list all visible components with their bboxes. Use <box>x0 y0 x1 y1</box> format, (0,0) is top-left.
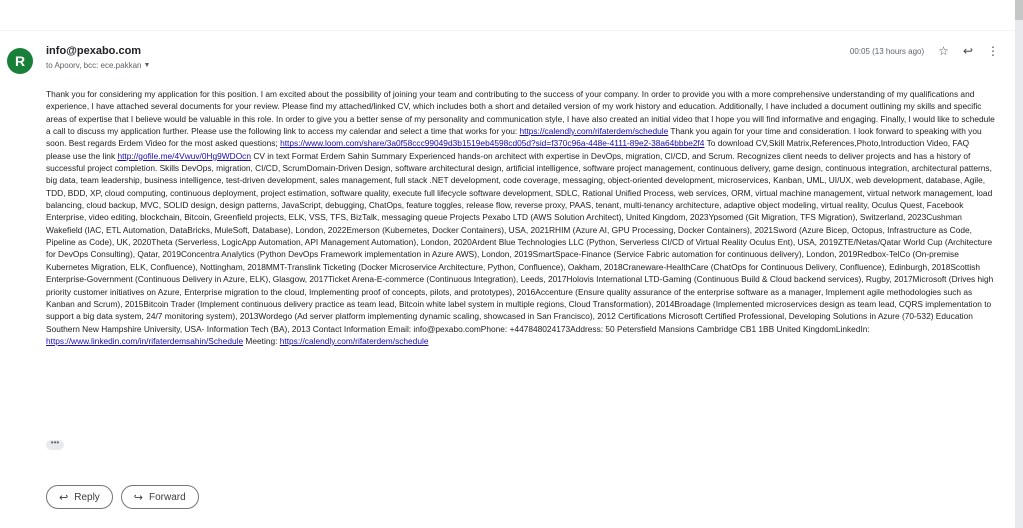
body-text-3: To download CV,Skill Matrix,References,Photo,Introduction Video, FAQ please use the link <box>46 138 970 161</box>
chevron-down-icon[interactable]: ▼ <box>143 62 151 69</box>
scrollbar-thumb[interactable] <box>1015 0 1023 20</box>
star-icon[interactable]: ☆ <box>938 44 949 58</box>
message-meta <box>850 45 999 57</box>
body-text-1: Thank you for considering my application for this position. I am excited about the possibility of joining your team and contributing to the success of your company. In order to provide you with a more comprehensive understanding of my qualifications and experience, I have attached several documents for your review. Please find my attached/linked CV, which includes both a short and detailed version of my work history and education. Additionally, I have included a document outlining my skills and specific areas of expertise that I believe would be valuable in this role. In order to give you a better sense of my personality and communication style, I have also created an initial video that I hope you will find informative and engaging. Finally, I would like to schedule a call to discuss my application further. Please use the following link to access my calendar and select a time that works for you: <box>46 89 995 137</box>
message-actions <box>46 485 199 509</box>
reply-button[interactable] <box>46 485 113 509</box>
linkedin-link[interactable]: https://www.linkedin.com/in/rifaterdemsahin/Schedule <box>46 335 244 346</box>
top-bar <box>0 0 1015 31</box>
body-text-5: Meeting: <box>243 335 280 346</box>
avatar[interactable]: R <box>7 48 33 74</box>
message-body <box>46 88 996 347</box>
scrollbar[interactable] <box>1015 0 1023 528</box>
timestamp: 00:05 (13 hours ago) <box>849 46 925 56</box>
calendly-link[interactable]: https://calendly.com/rifaterdem/schedule <box>519 126 669 137</box>
body-text-4: CV in text Format Erdem Sahin Summary Experienced hands-on architect with expertise in DevOps, migration, CI/CD, and Scrum. Recognizes client needs to deliver projects and has a history of successful project completion. Skills DevOps, migration, CI/CD, ScrumDomain-Driven Design, software architectural design, artificial intelligence, software project management, continuous delivery, game design, continuous integration, architectural patterns, big data, team leadership, business intelligence, test-driven development, sales management, full stack .NET development, code coverage, messaging, object-oriented development, microservices, Kanban, UML, UI/UX, web development, database, Agile, TDD, BDD, XP, cloud computing, continuous deployment, project estimation, software quality, execute full lifecycle software development, SDLC, Rational Unified Process, web services, ORM, virtual machine management, virtual network management, load balancing, cloud backup, MVC, SOLID design, design patterns, JavaScript, debugging, ChatOps, feature toggles, release flow, reverse proxy, PAAS, tenant, multi-tenancy architecture, adaptive object modeling, virtual reality, Oculus Quest, Facebook Enterprise, video editing, blockchain, Bitcoin, Greenfield projects, ELK, VSS, TFS, BizTalk, messaging queue Projects Pexabo LTD (AWS Solution Architect), United Kingdom, 2023Ypsomed (Git Migration, TFS Migration), Switzerland, 2023Cushman Wakefield (IAC, ETL Automation, DataBricks, MuleSoft, Database), London, 2022Emerson (Kubernetes, Docker Containers), USA, 2021RHIM (Azure AI, GPU Processing, Docker Containers), 2021Sword (Azure Bicep, Octopus, Infrastructure as Code, Pipeline as Code), UK, 2020Theta (Serverless, LogicApp Automation, API Management Automation), London, 2020Ardent Blue Technologies LLC (Python, Serverless CI/CD of Virtual Reality Oculus Ent), USA, 2019ZTE/Netas/Qatar World Cup (Architecture for DevOps Consulting), Qatar, 2019Concentra Analytics (Python DevOps Framework implementation in Azure AWS), London, 2019SmartSpace-Finance (Service Fabric automation for continuous delivery), London, 2019Redbox-TelCo (On-premise Kubernetes Migration, ELK, Confluence), Nottingham, 2018MMT-Translink Ticketing (Docker Microservice Architecture, Python, Confluence), Oakham, 2018Craneware-HealthCare (ChatOps for Continuous Delivery, Confluence), Edinburgh, 2018Scottish Enterprise-Government (Continuous Delivery in Azure, ELK), Glasgow, 2017Ticket Arena-E-commerce (Continuous Integration), Leeds, 2017Holovis International LTD-Gaming (Continuous Build & Cloud backend services), Rugby, 2017Microsoft (Drives high priority customer initiatives on Azure, Enterprise migration to the cloud, Implementing proof of concepts, pilots, and prototypes), 2016Accenture (Ensure quality assurance of the enterprise software as a manager, Implement agile methodologies such as Kanban and Scrum), 2015Bitcoin Trader (Implement continuous delivery practice as team lead, Bitcoin white label system in multiple regions, Cloud Transformation), 2014Broadage (Implemented microservices design as team lead, CQRS implementation to support a big data system, 24/7 monitoring system), 2013Wordego (Ad server platform implementing dynamic scaling, showcased in San Francisco), 2012 Certifications Microsoft Certified Professional, Developing Solutions in Azure (70-532) Education Southern New Hampshire University, USA- Information Tech (BA), 2013 Contact Information Email: info@pexabo.comPhone: +447848024173Address: 50 Petersfield Mansions Cambridge CB1 1BB United KingdomLinkedIn: <box>46 150 994 334</box>
sender-email[interactable]: info@pexabo.com <box>46 45 142 57</box>
forward-label: Forward <box>149 491 186 503</box>
more-vert-icon[interactable]: ⋮ <box>987 44 999 58</box>
gofile-link[interactable]: http://gofile.me/4Vwuv/0Hg9WDOcn <box>117 150 251 161</box>
show-trimmed-content-button[interactable]: ••• <box>46 440 64 450</box>
calendly-link-2[interactable]: https://calendly.com/rifaterdem/schedule <box>279 335 429 346</box>
forward-button[interactable] <box>121 485 199 509</box>
recipients-text: to Apoorv, bcc: ece.pakkan <box>46 61 142 70</box>
forward-icon: ↪ <box>133 491 144 504</box>
recipients-line[interactable] <box>46 61 150 70</box>
reply-icon: ↩ <box>59 491 69 504</box>
reply-label: Reply <box>74 491 100 503</box>
reply-icon[interactable]: ↩ <box>962 44 973 58</box>
loom-link[interactable]: https://www.loom.com/share/3a0f58ccc99049d3b1519eb4598cd05d?sid=f370c96a-448e-4111-89e2-38a64bbbe2f4 <box>280 138 705 149</box>
body-text-2: Thank you again for your time and consideration. I look forward to speaking with you soon. Best regards Erdem Video for the most asked questions; <box>46 126 982 149</box>
